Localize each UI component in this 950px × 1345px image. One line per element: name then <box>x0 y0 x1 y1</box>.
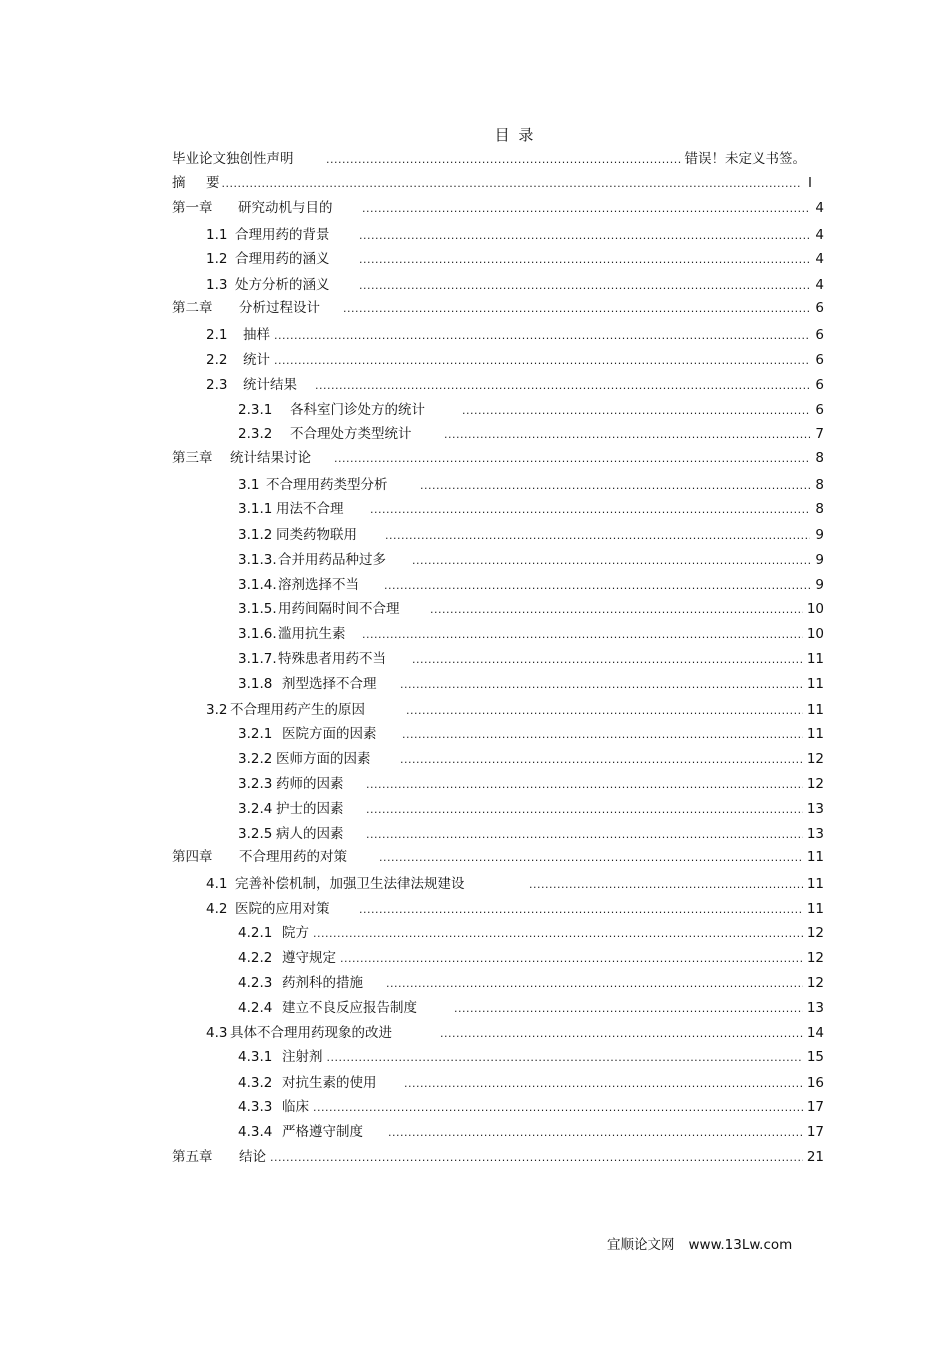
toc-entry-label: 统计 <box>243 352 270 368</box>
toc-leader <box>359 279 810 295</box>
toc-leader <box>430 603 803 619</box>
toc-entry-page: 8 <box>815 477 824 493</box>
toc-leader <box>359 229 810 245</box>
toc-entry-page: 6 <box>815 402 824 418</box>
toc-entry-number: 第二章 <box>172 300 213 316</box>
toc-entry-page: I <box>808 175 812 191</box>
toc-leader <box>400 678 803 694</box>
toc-entry-number: 4.1 <box>206 876 228 892</box>
toc-entry-page: 11 <box>806 651 824 667</box>
toc-entry[interactable] <box>172 874 832 894</box>
toc-entry-number: 4.2.4 <box>238 1000 273 1016</box>
toc-leader <box>386 977 803 993</box>
toc-entry-page: 8 <box>815 501 824 517</box>
toc-leader <box>359 903 803 919</box>
toc-entry-label: 研究动机与目的 <box>238 200 333 216</box>
toc-entry[interactable] <box>172 198 832 218</box>
toc-leader <box>400 753 803 769</box>
toc-entry-label: 合并用药品种过多 <box>278 552 386 568</box>
toc-leader <box>340 952 803 968</box>
toc-entry-number: 2.3 <box>206 377 228 393</box>
toc-entry-number: 4.2.2 <box>238 950 273 966</box>
toc-leader <box>222 177 801 193</box>
toc-entry-label: 药剂科的措施 <box>282 975 363 991</box>
toc-entry-number: 3.1.8 <box>238 676 273 692</box>
toc-entry-number: 1.2 <box>206 251 228 267</box>
toc-entry[interactable] <box>172 1147 832 1167</box>
toc-entry[interactable] <box>172 774 832 794</box>
toc-entry-label: 毕业论文独创性声明 <box>172 151 294 167</box>
toc-entry[interactable] <box>172 847 832 867</box>
toc-entry-page: 21 <box>806 1149 824 1165</box>
toc-entry-label: 处方分析的涵义 <box>235 277 330 293</box>
toc-leader <box>334 452 810 468</box>
toc-entry-label: 合理用药的涵义 <box>235 251 330 267</box>
toc-entry-page: 6 <box>815 352 824 368</box>
toc-entry[interactable] <box>172 275 832 295</box>
toc-entry-page: 17 <box>806 1124 824 1140</box>
toc-entry-page: 4 <box>815 277 824 293</box>
toc-entry-number: 4.3.2 <box>238 1075 273 1091</box>
toc-entry[interactable] <box>172 499 832 519</box>
toc-leader <box>362 202 810 218</box>
toc-entry[interactable] <box>172 724 832 744</box>
toc-entry-label: 病人的因素 <box>276 826 344 842</box>
toc-leader <box>270 1151 803 1167</box>
toc-entry[interactable] <box>172 424 832 444</box>
toc-entry-page: 12 <box>806 776 824 792</box>
toc-entry[interactable] <box>172 1023 832 1043</box>
toc-leader <box>326 153 681 169</box>
toc-entry-page: 12 <box>806 950 824 966</box>
toc-leader <box>359 253 810 269</box>
toc-entry-page: 11 <box>806 876 824 892</box>
toc-entry[interactable] <box>172 948 832 968</box>
toc-entry-page: 12 <box>806 975 824 991</box>
toc-entry-number: 4.3.4 <box>238 1124 273 1140</box>
toc-title: 目 录 <box>494 126 536 144</box>
toc-entry-page: 4 <box>815 200 824 216</box>
toc-entry-label: 注射剂 <box>282 1049 323 1065</box>
toc-entry-number: 4.3.3 <box>238 1099 273 1115</box>
toc-entry-page: 12 <box>806 925 824 941</box>
toc-entry-label: 溶剂选择不当 <box>278 577 359 593</box>
toc-entry-number: 3.2.4 <box>238 801 273 817</box>
toc-leader <box>313 1101 803 1117</box>
toc-leader <box>406 704 803 720</box>
toc-entry-label: 医院的应用对策 <box>235 901 330 917</box>
toc-entry-number: 3.1.3. <box>238 552 277 568</box>
toc-entry-label: 剂型选择不合理 <box>282 676 377 692</box>
toc-entry-number: 3.1.6. <box>238 626 277 642</box>
footer-url[interactable]: www.13Lw.com <box>688 1237 793 1253</box>
toc-entry-number: 摘 <box>172 175 186 191</box>
toc-entry-number: 3.2.3 <box>238 776 273 792</box>
toc-leader <box>412 554 810 570</box>
toc-entry-page: 10 <box>806 626 824 642</box>
toc-leader <box>274 329 810 345</box>
toc-entry-page: 8 <box>815 450 824 466</box>
toc-leader <box>370 503 810 519</box>
toc-entry[interactable] <box>172 1073 832 1093</box>
toc-entry[interactable] <box>172 149 832 169</box>
toc-entry-number: 第四章 <box>172 849 213 865</box>
toc-leader <box>385 529 810 545</box>
toc-entry[interactable] <box>172 475 832 495</box>
toc-entry-number: 第三章 <box>172 450 213 466</box>
toc-entry-label: 不合理用药类型分析 <box>266 477 388 493</box>
toc-entry-page: 14 <box>806 1025 824 1041</box>
toc-entry-number: 3.2.2 <box>238 751 273 767</box>
toc-leader <box>420 479 810 495</box>
toc-leader <box>462 404 810 420</box>
toc-entry-number: 4.2.3 <box>238 975 273 991</box>
toc-entry-label: 具体不合理用药现象的改进 <box>230 1025 392 1041</box>
toc-entry-number: 3.2.5 <box>238 826 273 842</box>
toc-entry-page: 11 <box>806 849 824 865</box>
toc-entry-label: 院方 <box>282 925 309 941</box>
toc-entry-label: 临床 <box>282 1099 309 1115</box>
toc-entry[interactable] <box>172 400 832 420</box>
toc-entry-page: 12 <box>806 751 824 767</box>
toc-entry-number: 1.1 <box>206 227 228 243</box>
toc-entry-number: 3.1.1 <box>238 501 273 517</box>
toc-entry-number: 2.3.2 <box>238 426 273 442</box>
toc-entry-page: 11 <box>806 676 824 692</box>
toc-entry-label: 分析过程设计 <box>239 300 320 316</box>
toc-entry[interactable] <box>172 824 832 844</box>
toc-leader <box>412 653 803 669</box>
toc-entry-number: 4.2.1 <box>238 925 273 941</box>
toc-entry-page: 4 <box>815 251 824 267</box>
toc-entry[interactable] <box>172 799 832 819</box>
toc-entry-label: 各科室门诊处方的统计 <box>290 402 425 418</box>
toc-entry[interactable] <box>172 448 832 468</box>
toc-entry-label: 用药间隔时间不合理 <box>278 601 400 617</box>
toc-entry[interactable] <box>172 249 832 269</box>
toc-leader <box>454 1002 803 1018</box>
toc-entry-label: 不合理处方类型统计 <box>290 426 412 442</box>
toc-entry-number: 2.3.1 <box>238 402 273 418</box>
toc-entry-label: 对抗生素的使用 <box>282 1075 377 1091</box>
toc-entry-number: 4.3.1 <box>238 1049 273 1065</box>
toc-entry-number: 3.1.5. <box>238 601 277 617</box>
toc-entry[interactable] <box>172 350 832 370</box>
toc-entry-page: 6 <box>815 327 824 343</box>
toc-entry[interactable] <box>172 525 832 545</box>
toc-entry[interactable] <box>172 1122 832 1142</box>
toc-entry[interactable] <box>172 749 832 769</box>
page-footer <box>607 1233 792 1253</box>
toc-entry-page: 7 <box>815 426 824 442</box>
toc-leader <box>379 851 803 867</box>
toc-leader <box>315 379 810 395</box>
toc-entry-number: 4.2 <box>206 901 228 917</box>
toc-entry[interactable] <box>172 649 832 669</box>
toc-entry-page: 10 <box>806 601 824 617</box>
toc-entry-label: 不合理用药的对策 <box>239 849 347 865</box>
toc-entry-page: 错误！未定义书签。 <box>684 151 806 167</box>
toc-entry-number: 3.2 <box>206 702 228 718</box>
toc-leader <box>343 302 810 318</box>
toc-entry-page: 11 <box>806 901 824 917</box>
toc-entry-page: 9 <box>815 552 824 568</box>
toc-entry-page: 17 <box>806 1099 824 1115</box>
toc-entry[interactable] <box>172 1047 832 1067</box>
toc-entry[interactable] <box>172 173 832 193</box>
toc-leader <box>366 803 803 819</box>
toc-entry-label: 合理用药的背景 <box>235 227 330 243</box>
toc-entry-page: 9 <box>815 527 824 543</box>
toc-entry-label: 药师的因素 <box>276 776 344 792</box>
toc-entry[interactable] <box>172 624 832 644</box>
toc-leader <box>274 354 810 370</box>
toc-entry-label: 同类药物联用 <box>276 527 357 543</box>
toc-entry-number: 2.2 <box>206 352 228 368</box>
toc-entry-page: 4 <box>815 227 824 243</box>
toc-entry-number: 3.2.1 <box>238 726 273 742</box>
toc-entry-page: 9 <box>815 577 824 593</box>
toc-leader <box>444 428 810 444</box>
toc-leader <box>327 1051 803 1067</box>
toc-entry[interactable] <box>172 375 832 395</box>
toc-entry-page: 6 <box>815 377 824 393</box>
toc-leader <box>440 1027 803 1043</box>
toc-entry-label: 完善补偿机制，加强卫生法律法规建设 <box>235 876 465 892</box>
toc-entry-label: 护士的因素 <box>276 801 344 817</box>
toc-leader <box>362 628 803 644</box>
toc-leader <box>366 778 803 794</box>
toc-entry-page: 13 <box>806 801 824 817</box>
toc-entry[interactable] <box>172 674 832 694</box>
toc-leader <box>388 1126 803 1142</box>
toc-entry[interactable] <box>172 973 832 993</box>
toc-entry[interactable] <box>172 298 832 318</box>
toc-entry-number: 3.1 <box>238 477 260 493</box>
toc-entry-page: 6 <box>815 300 824 316</box>
toc-entry-page: 15 <box>806 1049 824 1065</box>
toc-entry-label: 统计结果 <box>243 377 297 393</box>
toc-leader <box>384 579 810 595</box>
toc-entry[interactable] <box>172 923 832 943</box>
toc-entry-label: 抽样 <box>243 327 270 343</box>
toc-entry-page: 13 <box>806 826 824 842</box>
toc-entry[interactable] <box>172 899 832 919</box>
toc-leader <box>313 927 803 943</box>
toc-entry[interactable] <box>172 1097 832 1117</box>
toc-entry-number: 4.3 <box>206 1025 228 1041</box>
toc-leader <box>402 728 803 744</box>
toc-entry-label: 滥用抗生素 <box>278 626 346 642</box>
toc-entry-label: 建立不良反应报告制度 <box>282 1000 417 1016</box>
toc-entry-label: 要 <box>206 175 220 191</box>
toc-entry-label: 遵守规定 <box>282 950 336 966</box>
toc-entry-page: 16 <box>806 1075 824 1091</box>
toc-entry-label: 结论 <box>239 1149 266 1165</box>
toc-entry-label: 统计结果讨论 <box>230 450 311 466</box>
toc-entry-number: 3.1.4. <box>238 577 277 593</box>
toc-entry-label: 医师方面的因素 <box>276 751 371 767</box>
toc-entry-label: 不合理用药产生的原因 <box>230 702 365 718</box>
toc-entry-page: 11 <box>806 726 824 742</box>
toc-entry-number: 第一章 <box>172 200 213 216</box>
toc-entry-label: 特殊患者用药不当 <box>278 651 386 667</box>
toc-entry[interactable] <box>172 700 832 720</box>
toc-entry-number: 2.1 <box>206 327 228 343</box>
toc-entry-page: 11 <box>806 702 824 718</box>
toc-entry-label: 用法不合理 <box>276 501 344 517</box>
toc-entry[interactable] <box>172 575 832 595</box>
toc-leader <box>529 878 803 894</box>
toc-entry-number: 1.3 <box>206 277 228 293</box>
toc-entry[interactable] <box>172 550 832 570</box>
toc-entry-number: 第五章 <box>172 1149 213 1165</box>
footer-site-name: 宜顺论文网 <box>607 1237 675 1253</box>
toc-entry-label: 医院方面的因素 <box>282 726 377 742</box>
toc-entry[interactable] <box>172 599 832 619</box>
toc-entry-number: 3.1.7. <box>238 651 277 667</box>
toc-leader <box>366 828 803 844</box>
toc-entry-number: 3.1.2 <box>238 527 273 543</box>
toc-entry[interactable] <box>172 225 832 245</box>
toc-entry-label: 严格遵守制度 <box>282 1124 363 1140</box>
toc-entry[interactable] <box>172 998 832 1018</box>
toc-entry-page: 13 <box>806 1000 824 1016</box>
toc-leader <box>404 1077 803 1093</box>
toc-entry[interactable] <box>172 325 832 345</box>
